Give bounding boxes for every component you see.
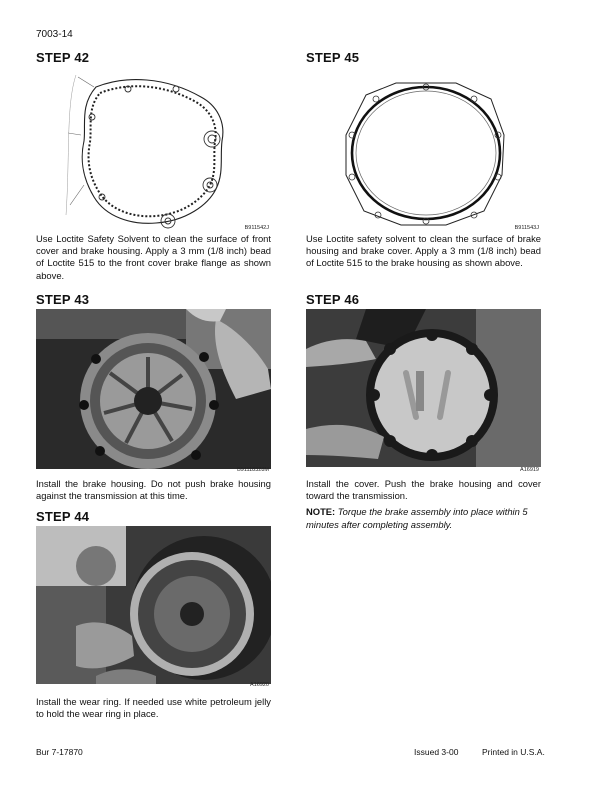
brake-cover-photo	[306, 309, 541, 467]
step-44-title: STEP 44	[36, 509, 90, 524]
step-45	[306, 50, 541, 270]
step-42-figure-code: B911542J	[244, 225, 269, 231]
front-cover-line-drawing	[36, 65, 271, 230]
footer-issued: Issued 3-00	[414, 747, 459, 757]
step-45-title: STEP 45	[306, 50, 360, 65]
step-43	[36, 292, 271, 502]
step-45-figure-code: B911543J	[514, 225, 539, 231]
brake-housing-photo	[36, 309, 271, 469]
step-43-figure-code: B91118328M	[237, 467, 269, 473]
step-44-text: Install the wear ring. If needed use white petroleum jelly to hold the wear ring in place.	[36, 696, 271, 720]
footer-printed: Printed in U.S.A.	[482, 747, 545, 757]
step-42-title: STEP 42	[36, 50, 90, 65]
step-44-figure-code: A16920	[250, 682, 269, 688]
step-45-figure	[306, 65, 541, 230]
wear-ring-photo	[36, 526, 271, 684]
note-text: Torque the brake assembly into place within 5 minutes after completing assembly.	[306, 506, 528, 530]
page-number: 7003-14	[36, 29, 73, 40]
step-46-text: Install the cover. Push the brake housing and cover toward the transmission.	[306, 478, 541, 502]
step-45-text: Use Loctite safety solvent to clean the surface of brake housing and brake cover. Apply a 3 mm (1/8 inch) bead of Loctite 515 to the brake housing as shown above.	[306, 233, 541, 269]
step-46-note	[306, 506, 541, 530]
step-44-figure	[36, 526, 271, 696]
step-42-text: Use Loctite Safety Solvent to clean the surface of front cover and brake housing. Apply a 3 mm (1/8 inch) bead of Loctite 515 to the front cover brake flange as shown above.	[36, 233, 271, 281]
note-label: NOTE:	[306, 506, 336, 518]
step-46	[306, 292, 541, 531]
step-46-figure	[306, 309, 541, 477]
step-44	[36, 509, 271, 720]
step-46-title: STEP 46	[306, 292, 360, 307]
step-46-figure-code: A16919	[520, 467, 539, 473]
footer-doc-code: Bur 7-17870	[36, 747, 83, 757]
step-43-title: STEP 43	[36, 292, 90, 307]
step-43-figure	[36, 309, 271, 477]
step-43-text: Install the brake housing. Do not push brake housing against the transmission at this time.	[36, 478, 271, 502]
step-42-figure	[36, 65, 271, 230]
step-42	[36, 50, 271, 282]
brake-housing-line-drawing	[306, 65, 541, 230]
